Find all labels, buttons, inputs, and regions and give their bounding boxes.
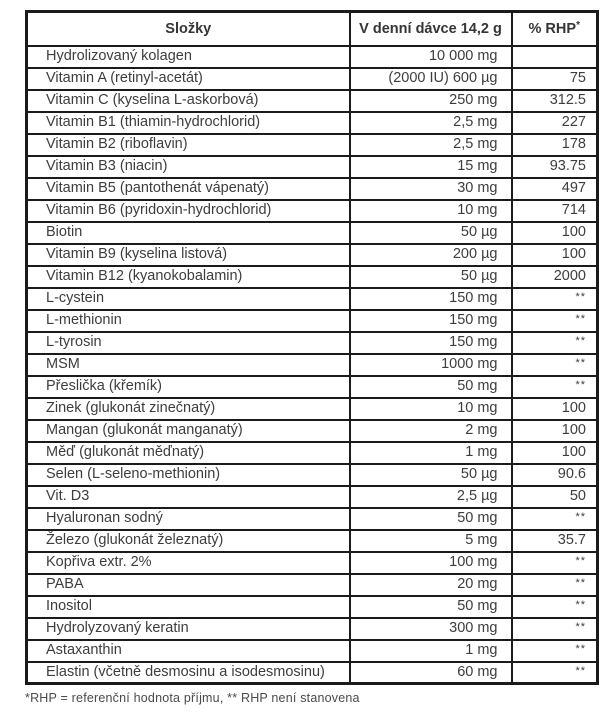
table-row [27,288,598,310]
table-row [27,244,598,266]
table-row [27,464,598,486]
rhp-cell: 100 [512,244,598,266]
dose-cell: 2,5 mg [350,112,512,134]
ingredient-name-cell: PABA [27,574,350,596]
table-row [27,112,598,134]
dose-cell: 10 mg [350,200,512,222]
rhp-cell: 100 [512,222,598,244]
rhp-cell: ** [512,596,598,618]
dose-cell: 50 mg [350,596,512,618]
ingredient-name-cell: Kopřiva extr. 2% [27,552,350,574]
ingredient-name-cell: Vitamin B5 (pantothenát vápenatý) [27,178,350,200]
rhp-cell: 178 [512,134,598,156]
table-row [27,486,598,508]
ingredient-name-cell: Astaxanthin [27,640,350,662]
rhp-cell: ** [512,640,598,662]
table-row [27,222,598,244]
ingredient-name-cell: Vitamin B12 (kyanokobalamin) [27,266,350,288]
table-row [27,266,598,288]
dose-cell: (2000 IU) 600 µg [350,68,512,90]
dose-cell: 50 µg [350,222,512,244]
ingredient-name-cell: MSM [27,354,350,376]
dose-cell: 250 mg [350,90,512,112]
dose-cell: 1 mg [350,442,512,464]
dose-cell: 100 mg [350,552,512,574]
rhp-header-label: % RHP [528,20,577,37]
table-row [27,310,598,332]
table-row [27,530,598,552]
table-row [27,376,598,398]
ingredient-name-cell: Vitamin B9 (kyselina listová) [27,244,350,266]
header-row [27,12,598,46]
dose-cell: 10 mg [350,398,512,420]
rhp-cell: 714 [512,200,598,222]
rhp-cell: 497 [512,178,598,200]
ingredient-name-cell: L-tyrosin [27,332,350,354]
dose-cell: 150 mg [350,332,512,354]
ingredient-name-cell: Vitamin C (kyselina L-askorbová) [27,90,350,112]
ingredient-name-cell: Biotin [27,222,350,244]
ingredient-name-cell: Elastin (včetně desmosinu a isodesmosinu) [27,662,350,684]
dose-cell: 1000 mg [350,354,512,376]
rhp-header-asterisk: * [576,19,580,31]
ingredient-name-cell: Mangan (glukonát manganatý) [27,420,350,442]
dose-cell: 2,5 mg [350,134,512,156]
col-header-ingredients: Složky [27,12,350,46]
table-row [27,618,598,640]
rhp-cell: 2000 [512,266,598,288]
dose-cell: 30 mg [350,178,512,200]
dose-cell: 150 mg [350,288,512,310]
ingredient-name-cell: Vitamin A (retinyl-acetát) [27,68,350,90]
dose-cell: 60 mg [350,662,512,684]
rhp-cell: 312.5 [512,90,598,112]
dose-cell: 50 mg [350,376,512,398]
table-row [27,662,598,684]
rhp-cell: 100 [512,420,598,442]
ingredient-name-cell: Inositol [27,596,350,618]
ingredient-name-cell: Vitamin B1 (thiamin-hydrochlorid) [27,112,350,134]
dose-cell: 2 mg [350,420,512,442]
rhp-cell: ** [512,288,598,310]
ingredient-name-cell: Selen (L-seleno-methionin) [27,464,350,486]
rhp-cell: 227 [512,112,598,134]
table-row [27,596,598,618]
rhp-cell: ** [512,310,598,332]
ingredient-name-cell: Železo (glukonát železnatý) [27,530,350,552]
dose-cell: 300 mg [350,618,512,640]
footnote: *RHP = referenční hodnota příjmu, ** RHP není stanovena [25,691,360,705]
table-row [27,68,598,90]
dose-cell: 200 µg [350,244,512,266]
dose-cell: 150 mg [350,310,512,332]
ingredient-name-cell: Hydrolizovaný kolagen [27,46,350,68]
ingredient-name-cell: Vitamin B3 (niacin) [27,156,350,178]
ingredient-name-cell: Hyaluronan sodný [27,508,350,530]
rhp-cell: 75 [512,68,598,90]
table-row [27,640,598,662]
ingredient-name-cell: Vitamin B2 (riboflavin) [27,134,350,156]
dose-cell: 5 mg [350,530,512,552]
ingredient-name-cell: Zinek (glukonát zinečnatý) [27,398,350,420]
rhp-cell: ** [512,662,598,684]
dose-cell: 15 mg [350,156,512,178]
rhp-cell: ** [512,574,598,596]
table-row [27,574,598,596]
dose-cell: 50 µg [350,464,512,486]
rhp-cell: 100 [512,398,598,420]
table-row [27,552,598,574]
rhp-cell: 50 [512,486,598,508]
table-row [27,420,598,442]
ingredient-name-cell: Hydrolyzovaný keratin [27,618,350,640]
rhp-cell: ** [512,508,598,530]
ingredient-name-cell: L-methionin [27,310,350,332]
table-row [27,398,598,420]
table-body [27,46,598,684]
col-header-daily-dose: V denní dávce 14,2 g [350,12,512,46]
supplement-facts-page [0,10,603,719]
dose-cell: 10 000 mg [350,46,512,68]
table-row [27,200,598,222]
table-header [27,12,598,46]
col-header-rhp [512,12,598,46]
ingredient-name-cell: Vit. D3 [27,486,350,508]
ingredient-name-cell: Měď (glukonát měďnatý) [27,442,350,464]
table-row [27,332,598,354]
table-row [27,134,598,156]
ingredient-name-cell: Vitamin B6 (pyridoxin-hydrochlorid) [27,200,350,222]
table-row [27,46,598,68]
table-row [27,156,598,178]
rhp-cell: ** [512,354,598,376]
rhp-cell: 35.7 [512,530,598,552]
dose-cell: 1 mg [350,640,512,662]
rhp-cell [512,46,598,68]
ingredients-table [25,10,599,685]
rhp-cell: ** [512,376,598,398]
table-row [27,442,598,464]
rhp-cell: ** [512,552,598,574]
rhp-cell: ** [512,332,598,354]
rhp-cell: 93.75 [512,156,598,178]
dose-cell: 20 mg [350,574,512,596]
rhp-cell: 100 [512,442,598,464]
dose-cell: 50 µg [350,266,512,288]
rhp-cell: 90.6 [512,464,598,486]
table-row [27,354,598,376]
rhp-cell: ** [512,618,598,640]
ingredient-name-cell: Přeslička (křemík) [27,376,350,398]
table-row [27,508,598,530]
ingredient-name-cell: L-cystein [27,288,350,310]
dose-cell: 50 mg [350,508,512,530]
table-row [27,90,598,112]
dose-cell: 2,5 µg [350,486,512,508]
table-row [27,178,598,200]
